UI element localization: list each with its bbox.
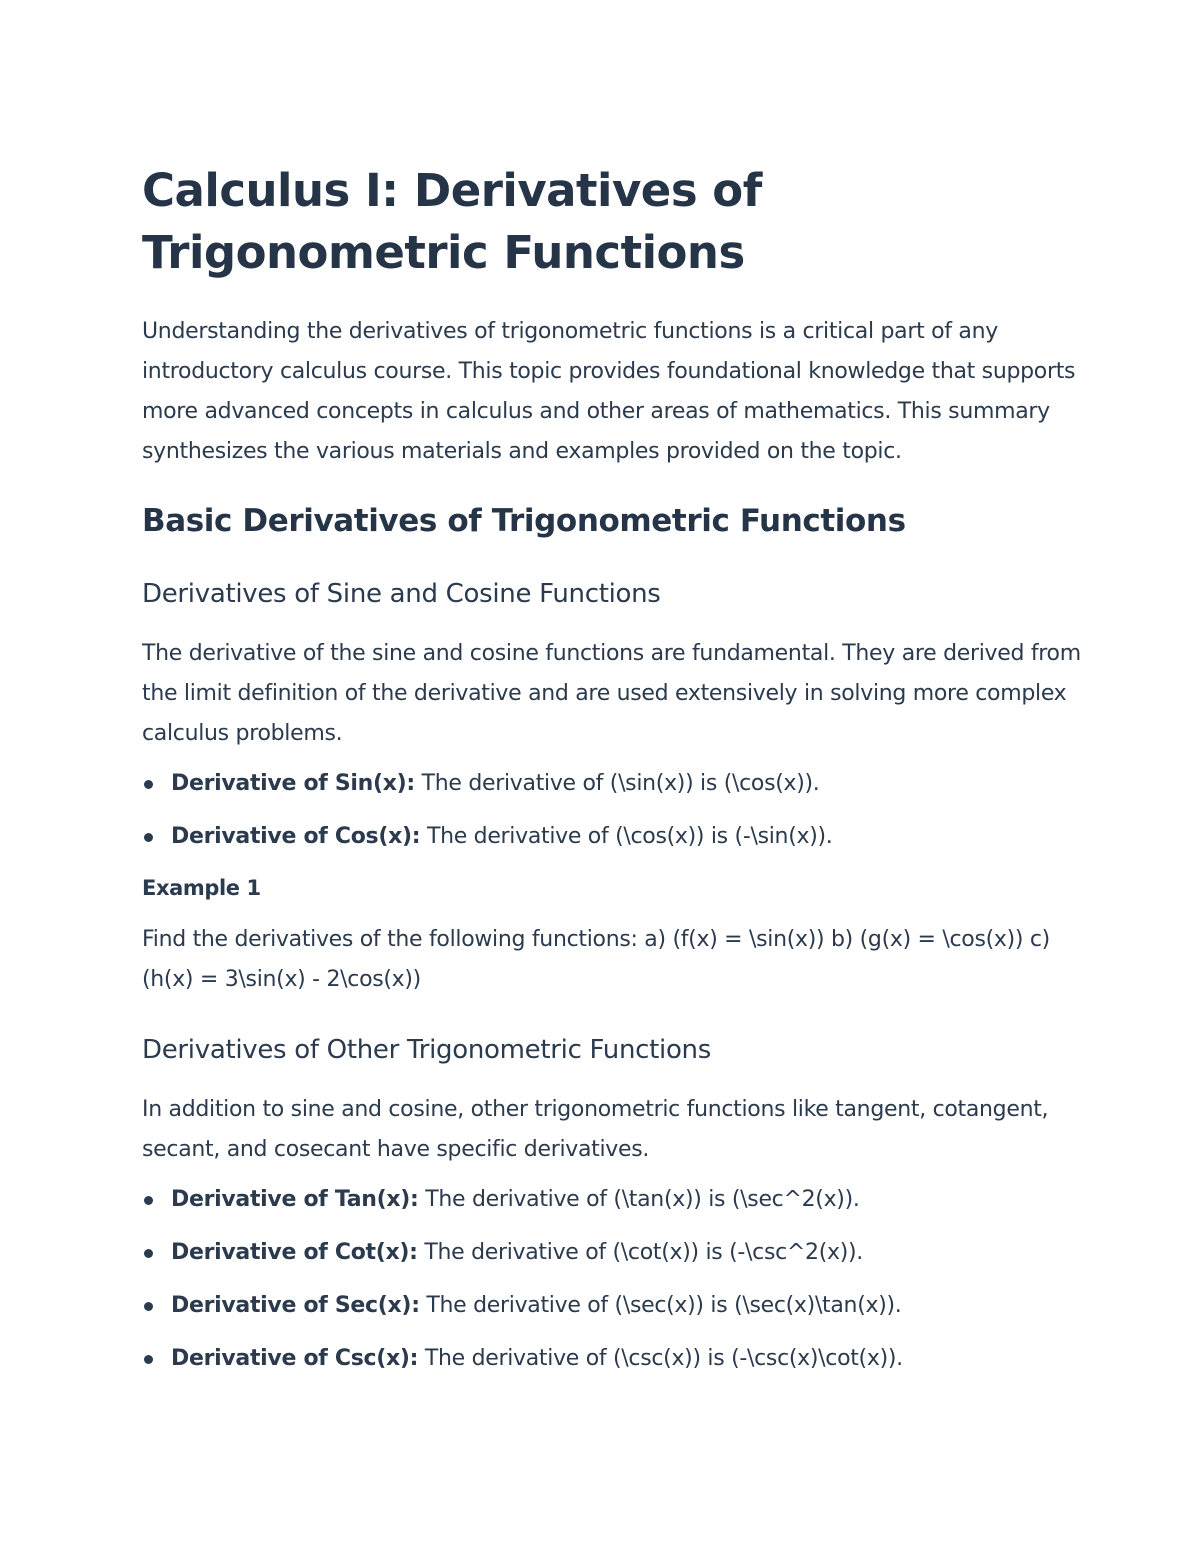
list-item-term: Derivative of Tan(x): bbox=[171, 1187, 419, 1212]
list-item-text: The derivative of (\sin(x)) is (\cos(x)). bbox=[414, 771, 820, 796]
list-item-text: The derivative of (\tan(x)) is (\sec^2(x)). bbox=[418, 1187, 860, 1212]
other-paragraph: In addition to sine and cosine, other trigonometric functions like tangent, cotangent, secant, and cosecant have specific derivatives. bbox=[142, 1097, 1049, 1162]
list-item bbox=[142, 1180, 1082, 1220]
subsection-heading-other: Derivatives of Other Trigonometric Functions bbox=[142, 1035, 711, 1065]
example-heading: Example 1 bbox=[142, 876, 261, 900]
list-item bbox=[142, 817, 1082, 857]
bullet-icon bbox=[144, 1355, 153, 1364]
bullet-icon bbox=[144, 1302, 153, 1311]
list-item-term: Derivative of Cot(x): bbox=[171, 1240, 418, 1265]
document-page bbox=[142, 160, 1082, 1392]
section-heading: Basic Derivatives of Trigonometric Functions bbox=[142, 503, 906, 539]
list-item-text: The derivative of (\cos(x)) is (-\sin(x)). bbox=[420, 824, 833, 849]
example-paragraph: Find the derivatives of the following functions: a) (f(x) = \sin(x)) b) (g(x) = \cos(x)) c) (h(x) = 3\sin(x) - 2\cos(x)) bbox=[142, 927, 1050, 992]
list-item-term: Derivative of Sin(x): bbox=[171, 771, 415, 796]
list-item-text: The derivative of (\cot(x)) is (-\csc^2(x)). bbox=[417, 1240, 864, 1265]
other-list bbox=[142, 1180, 1082, 1379]
list-item-text: The derivative of (\sec(x)) is (\sec(x)\tan(x)). bbox=[419, 1293, 902, 1318]
sine-cosine-paragraph: The derivative of the sine and cosine functions are fundamental. They are derived from the limit definition of the derivative and are used extensively in solving more complex calculus problems. bbox=[142, 641, 1081, 746]
page-title: Calculus I: Derivatives of Trigonometric Functions bbox=[142, 164, 762, 279]
list-item-text: The derivative of (\csc(x)) is (-\csc(x)\cot(x)). bbox=[418, 1346, 903, 1371]
sine-cosine-list bbox=[142, 764, 1082, 857]
subsection-heading-sine-cosine: Derivatives of Sine and Cosine Functions bbox=[142, 579, 661, 609]
bullet-icon bbox=[144, 1249, 153, 1258]
list-item-term: Derivative of Sec(x): bbox=[171, 1293, 420, 1318]
list-item-term: Derivative of Csc(x): bbox=[171, 1346, 419, 1371]
intro-paragraph: Understanding the derivatives of trigonometric functions is a critical part of any introductory calculus course. This topic provides foundational knowledge that supports more advanced concepts in calculus and other areas of mathematics. This summary synthesizes the various materials and examples provided on the topic. bbox=[142, 319, 1076, 464]
bullet-icon bbox=[144, 780, 153, 789]
list-item bbox=[142, 1233, 1082, 1273]
list-item bbox=[142, 1286, 1082, 1326]
bullet-icon bbox=[144, 1196, 153, 1205]
bullet-icon bbox=[144, 833, 153, 842]
list-item bbox=[142, 1339, 1082, 1379]
list-item-term: Derivative of Cos(x): bbox=[171, 824, 421, 849]
list-item bbox=[142, 764, 1082, 804]
